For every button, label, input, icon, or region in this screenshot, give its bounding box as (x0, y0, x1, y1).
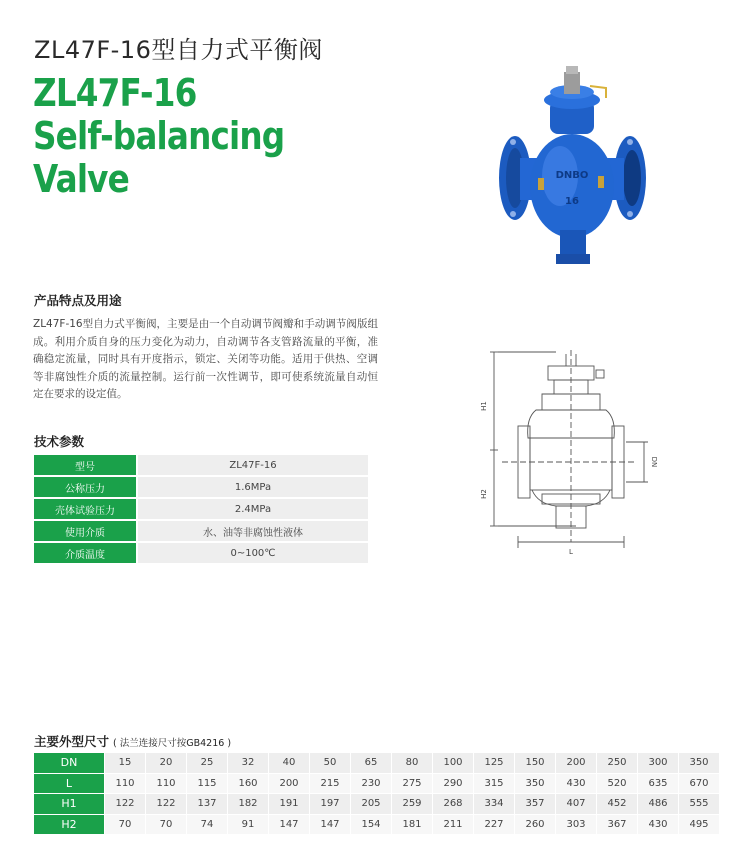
dimension-value: 147 (269, 814, 310, 835)
dimensions-heading-block (34, 731, 231, 750)
table-row (34, 498, 368, 520)
valve-product-image (480, 58, 660, 278)
table-row (34, 753, 720, 773)
dimension-value: 300 (638, 753, 679, 773)
dimension-key: DN (34, 753, 105, 773)
dimension-value: 495 (679, 814, 720, 835)
param-value: 1.6MPa (137, 476, 368, 498)
param-value: ZL47F-16 (137, 455, 368, 476)
dimension-value: 230 (351, 773, 392, 794)
dimension-value: 182 (228, 794, 269, 815)
dimension-value: 74 (187, 814, 228, 835)
drawing-label-dn: DN (650, 456, 658, 468)
dimension-value: 15 (105, 753, 146, 773)
dimension-key: H1 (34, 794, 105, 815)
dimension-value: 160 (228, 773, 269, 794)
dimension-value: 125 (474, 753, 515, 773)
product-title-en-line-3: Valve (33, 157, 129, 201)
tech-params-heading: 技术参数 (34, 434, 85, 449)
drawing-label-h2: H2 (480, 489, 488, 499)
drawing-label-l: L (569, 548, 573, 556)
dimension-value: 205 (351, 794, 392, 815)
table-row (34, 814, 720, 835)
dimension-value: 227 (474, 814, 515, 835)
param-key: 公称压力 (34, 476, 137, 498)
dimension-value: 430 (556, 773, 597, 794)
dimension-value: 100 (433, 753, 474, 773)
dimension-value: 197 (310, 794, 351, 815)
dimension-value: 154 (351, 814, 392, 835)
dimension-value: 260 (515, 814, 556, 835)
product-title-cn: ZL47F-16型自力式平衡阀 (34, 36, 323, 64)
dimension-value: 137 (187, 794, 228, 815)
param-key: 使用介质 (34, 520, 137, 542)
features-heading: 产品特点及用途 (34, 293, 122, 308)
dimension-key: H2 (34, 814, 105, 835)
table-row (34, 476, 368, 498)
dimension-value: 191 (269, 794, 310, 815)
dimension-value: 250 (597, 753, 638, 773)
dimension-value: 520 (597, 773, 638, 794)
product-title-en-line-1: ZL47F-16 (33, 71, 197, 115)
dimension-value: 181 (392, 814, 433, 835)
dimension-value: 25 (187, 753, 228, 773)
dimension-value: 115 (187, 773, 228, 794)
dimension-value: 80 (392, 753, 433, 773)
dimension-value: 315 (474, 773, 515, 794)
dimension-value: 350 (679, 753, 720, 773)
dimension-value: 20 (146, 753, 187, 773)
dimension-value: 122 (146, 794, 187, 815)
dimension-value: 211 (433, 814, 474, 835)
dimension-value: 70 (105, 814, 146, 835)
dimension-value: 670 (679, 773, 720, 794)
dimension-value: 357 (515, 794, 556, 815)
drawing-label-h1: H1 (480, 401, 488, 411)
product-title-en-line-2: Self-balancing (33, 114, 285, 158)
table-row (34, 542, 368, 564)
dimension-value: 334 (474, 794, 515, 815)
dimension-value: 147 (310, 814, 351, 835)
dimension-value: 259 (392, 794, 433, 815)
dimension-value: 150 (515, 753, 556, 773)
dimension-value: 635 (638, 773, 679, 794)
valve-dimension-drawing (466, 346, 666, 568)
dimension-value: 452 (597, 794, 638, 815)
dimension-value: 275 (392, 773, 433, 794)
dimension-value: 200 (556, 753, 597, 773)
table-row (34, 773, 720, 794)
table-row (34, 455, 368, 476)
param-key: 介质温度 (34, 542, 137, 564)
dimensions-heading: 主要外型尺寸 (34, 734, 110, 749)
table-row (34, 520, 368, 542)
dimension-value: 40 (269, 753, 310, 773)
dimension-value: 486 (638, 794, 679, 815)
dimension-value: 70 (146, 814, 187, 835)
tech-params-table (34, 455, 368, 565)
valve-brand-text: DNBO (555, 170, 589, 181)
dimension-value: 110 (146, 773, 187, 794)
valve-pressure-text: 16 (565, 196, 579, 207)
product-title-en (33, 72, 284, 201)
dimension-value: 555 (679, 794, 720, 815)
dimension-value: 200 (269, 773, 310, 794)
dimension-value: 350 (515, 773, 556, 794)
dimension-value: 32 (228, 753, 269, 773)
param-key: 型号 (34, 455, 137, 476)
param-value: 2.4MPa (137, 498, 368, 520)
dimension-value: 122 (105, 794, 146, 815)
dimension-value: 268 (433, 794, 474, 815)
dimension-value: 290 (433, 773, 474, 794)
dimension-value: 91 (228, 814, 269, 835)
param-value: 0~100℃ (137, 542, 368, 564)
dimension-value: 367 (597, 814, 638, 835)
dimensions-subheading: ( 法兰连接尺寸按GB4216 ) (113, 738, 232, 749)
dimension-value: 65 (351, 753, 392, 773)
param-value: 水、油等非腐蚀性液体 (137, 520, 368, 542)
param-key: 壳体试验压力 (34, 498, 137, 520)
dimension-value: 407 (556, 794, 597, 815)
dimension-value: 430 (638, 814, 679, 835)
dimension-key: L (34, 773, 105, 794)
dimensions-table (34, 753, 720, 835)
dimension-value: 215 (310, 773, 351, 794)
dimension-value: 303 (556, 814, 597, 835)
features-description: ZL47F-16型自力式平衡阀，主要是由一个自动调节阀瓣和手动调节阀版组成。利用介质自身的压力变化为动力，自动调节各支管路流量的平衡，准确稳定流量，同时具有开度指示，锁定、关闭等功能。适用于供热、空调等非腐蚀性介质的流量控制。运行前一次性调节，即可使系统流量自动恒定在要求的设定值。 (33, 318, 378, 400)
dimension-value: 50 (310, 753, 351, 773)
table-row (34, 794, 720, 815)
dimension-value: 110 (105, 773, 146, 794)
